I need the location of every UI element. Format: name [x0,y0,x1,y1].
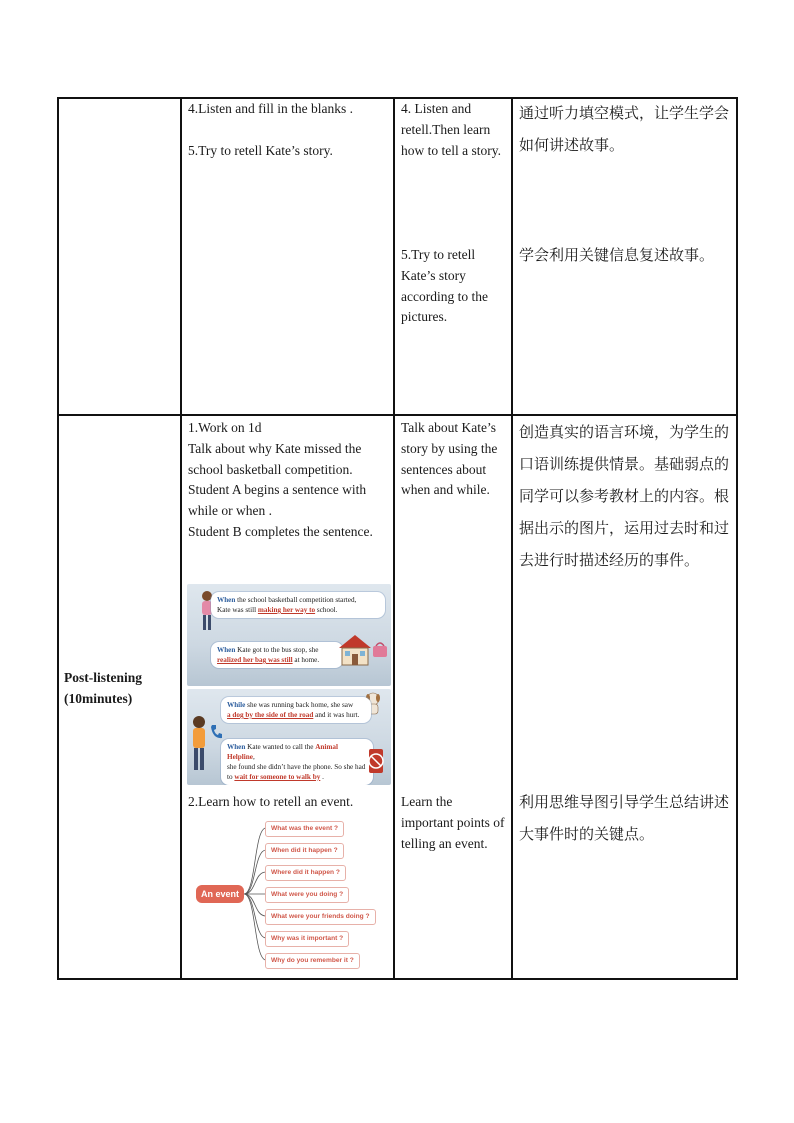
column-divider-3 [511,97,513,980]
row2-activity2-cell [188,792,390,813]
table-right-border [736,97,738,980]
row2-purpose1-cell [519,416,733,576]
handbag-icon [371,640,389,658]
mind-map-node-why-remember: Why do you remember it ? [265,953,360,969]
task-retell-pictures: 5.Try to retell Kate’s story according to the pictures. [401,247,488,325]
student-b-instruction: Student B completes the sentence. [188,523,373,539]
mind-map-node-friends: What were your friends doing ? [265,909,376,925]
row2-student-task1-cell [401,418,505,501]
purpose-mind-map: 利用思维导图引导学生总结讲述大事件时的关键点。 [519,793,730,843]
task-listen-retell: 4. Listen and retell.Then learn how to tell a story. [401,101,501,158]
task-talk-about-story: Talk about Kate’s story by using the sentences about when and while. [401,420,498,498]
phone-call-icon [209,723,223,741]
boy-illustration [189,715,209,775]
table-left-border [57,97,59,980]
student-a-instruction: Student A begins a sentence with while or when . [188,482,367,519]
learn-retell-event: 2.Learn how to retell an event. [188,794,354,809]
talk-about-kate: Talk about why Kate missed the school basketball competition. [188,440,362,477]
mind-map-node-doing: What were you doing ? [265,887,349,903]
task-learn-points: Learn the important points of telling an event. [401,794,505,851]
sentence-bubble-2: When Kate got to the bus stop, she realized her bag was still at home. [211,642,343,668]
row2-activity1-cell [188,418,390,543]
row1-purpose-cell [519,97,733,264]
mind-map-node-why-important: Why was it important ? [265,931,349,947]
row2-purpose2-cell [519,786,733,850]
sentence-bubble-3: While she was running back home, she saw a dog by the side of the road and it was hurt. [221,697,371,723]
purpose-retell: 学会利用关键信息复述故事。 [519,246,715,264]
purpose-speaking-context: 创造真实的语言环境，为学生的口语训练提供情景。基础弱点的同学可以参考教材上的内容。根据出示的图片，运用过去时和过去进行时描述经历的事件。 [519,423,730,569]
column-divider-1 [180,97,182,980]
sentence-bubble-4: When Kate wanted to call the Animal Helpline, she found she didn’t have the phone. So she had to wait for someone to walk by . [221,739,373,785]
stage-label: Post-listening (10minutes) [64,670,143,706]
story-slide-1 [187,584,391,686]
table-bottom-border [57,978,738,980]
row2-student-task2-cell [401,792,505,854]
row1-student-task-cell [401,99,505,325]
house-icon [338,634,372,666]
work-on-1d: 1.Work on 1d [188,420,262,435]
mind-map-node-where: Where did it happen ? [265,865,346,881]
story-slide-2 [187,689,391,785]
no-phone-icon [365,747,387,777]
mind-map-center: An event [196,885,244,903]
activity-retell: 5.Try to retell Kate’s story. [188,142,333,158]
row1-activity-cell [188,99,388,162]
activity-listen-fill: 4.Listen and fill in the blanks . [188,101,353,116]
sentence-bubble-1: When the school basketball competition started, Kate was still making her way to school. [211,592,385,618]
purpose-listening: 通过听力填空模式，让学生学会如何讲述故事。 [519,104,730,154]
column-divider-2 [393,97,395,980]
mind-map-node-when: When did it happen ? [265,843,344,859]
mind-map-node-what: What was the event ? [265,821,344,837]
